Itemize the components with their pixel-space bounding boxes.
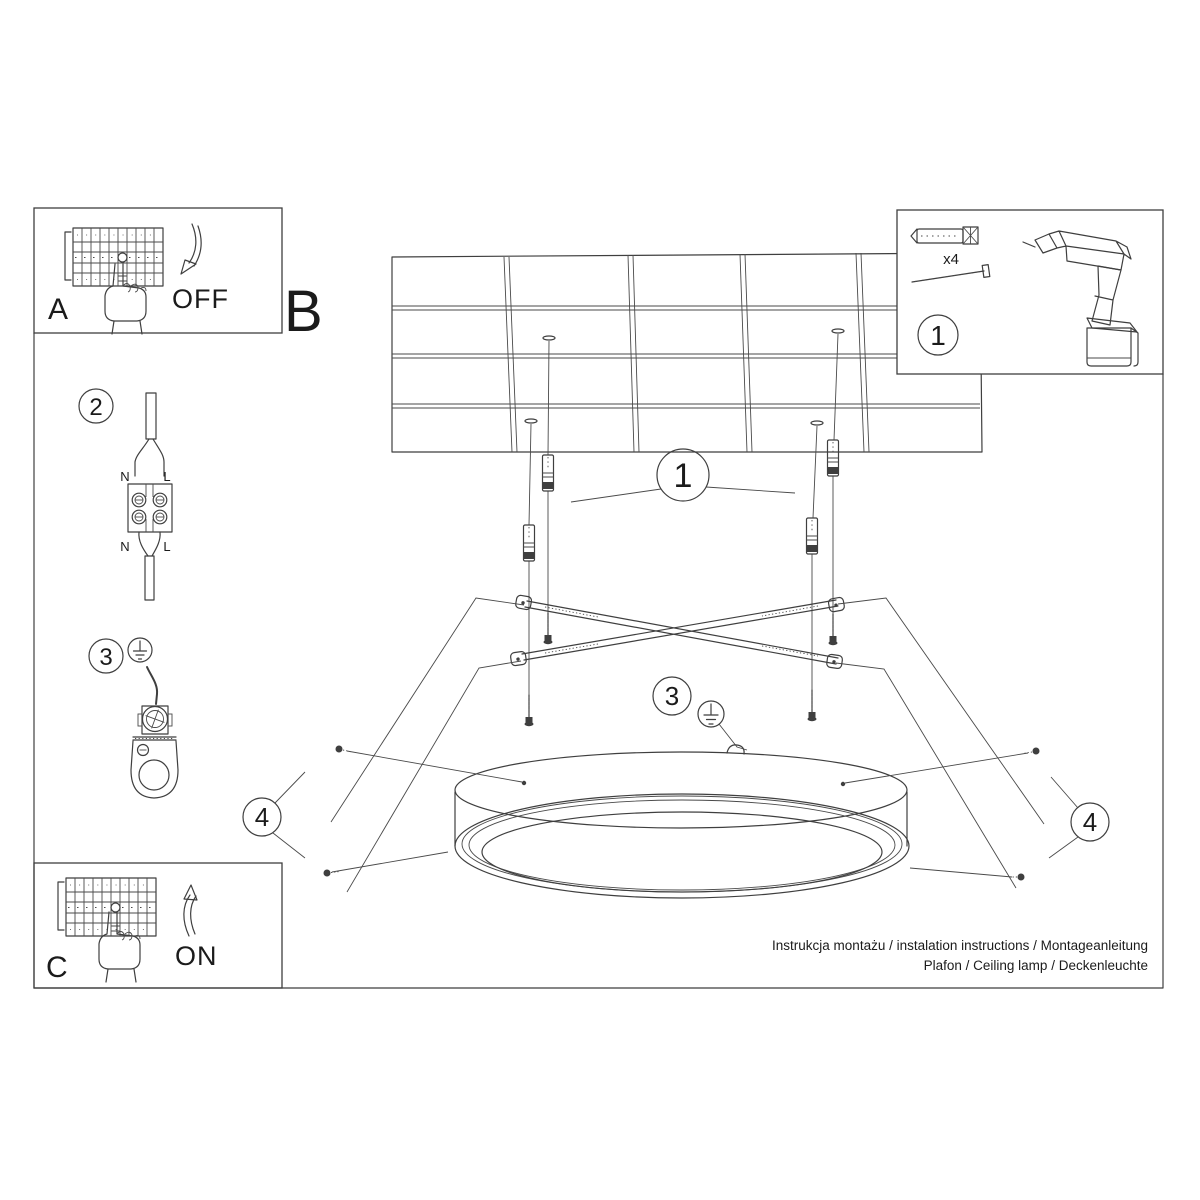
wall-plug-icon (807, 518, 818, 554)
footer (772, 938, 1148, 973)
ground-step (89, 638, 178, 798)
step-number: 4 (254, 802, 270, 832)
mounting-hardware (524, 334, 839, 726)
section-a-label: A (48, 293, 69, 326)
neutral-label: N (120, 469, 130, 484)
step-number: 3 (664, 681, 680, 711)
projection-lines (331, 598, 1044, 892)
panel-power-off (34, 208, 282, 334)
on-label: ON (175, 941, 218, 971)
tools-box (897, 210, 1163, 374)
section-c-label: C (46, 951, 68, 984)
mounting-screw-icon (544, 613, 553, 644)
ceiling-panels (392, 253, 982, 452)
ground-symbol-icon (128, 638, 152, 662)
terminal-block (120, 393, 172, 600)
ground-symbol-icon (698, 701, 724, 727)
mounting-screw-icon (829, 614, 838, 645)
anchor-quantity-label: x4 (943, 251, 959, 268)
live-label: L (163, 539, 171, 554)
step-number: 4 (1082, 807, 1098, 837)
off-label: OFF (172, 284, 229, 314)
mounting-screw-icon (525, 695, 534, 726)
wall-plug-icon (828, 440, 839, 476)
neutral-label: N (120, 539, 130, 554)
live-label: L (163, 469, 171, 484)
bracket-corner (828, 597, 845, 612)
lamp-screw-icon (336, 746, 353, 753)
lamp-screw-icon (324, 870, 341, 877)
step-number: 3 (99, 644, 113, 671)
drill-hole (525, 419, 537, 423)
ground-terminal-clamp (131, 706, 178, 798)
step-4-right (845, 748, 1109, 881)
step-number: 2 (89, 394, 103, 421)
panel-power-on (34, 863, 282, 988)
step-1-badge-center (571, 449, 795, 502)
drill-hole (832, 329, 844, 333)
step-3-center (653, 677, 747, 754)
lamp-screw-icon (1023, 748, 1040, 755)
wiring-step (79, 389, 172, 600)
step-4-left (243, 746, 522, 877)
cross-mounting-bracket (510, 595, 845, 669)
mounting-screw-icon (808, 690, 817, 721)
bracket-corner (515, 595, 532, 610)
footer-line-2: Plafon / Ceiling lamp / Deckenleuchte (923, 958, 1148, 973)
bracket-corner (826, 654, 843, 669)
round-ceiling-lamp (455, 752, 909, 898)
drill-hole (811, 421, 823, 425)
step-number: 1 (930, 320, 946, 351)
bracket-corner (510, 651, 527, 666)
section-b-label: B (284, 279, 323, 344)
wall-plug-icon (524, 525, 535, 561)
step-number: 1 (673, 457, 693, 495)
wall-plug-icon (543, 455, 554, 491)
drill-hole (543, 336, 555, 340)
footer-line-1: Instrukcja montażu / instalation instructions / Montageanleitung (772, 938, 1148, 953)
